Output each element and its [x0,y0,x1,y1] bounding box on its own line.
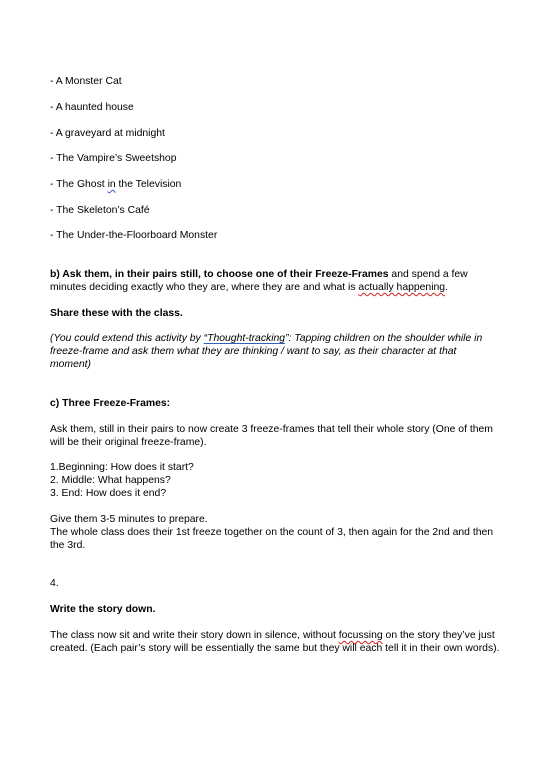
section-4-instruction [50,629,500,655]
list-item-floorboard-monster: - The Under-the-Floorboard Monster [50,230,218,241]
step-end: 3. End: How does it end? [50,488,167,499]
ghost-item-suffix: the Television [115,179,182,190]
prep-time: Give them 3-5 minutes to prepare. [50,514,208,525]
list-item-graveyard: - A graveyard at midnight [50,128,165,139]
section-c-intro: Ask them, still in their pairs to now create 3 freeze-frames that tell their whole story (One of them will be their original freeze-frame). [50,424,493,448]
section-4-text: The class now sit and write their story down in silence, without [50,630,339,641]
section-b-instruction [50,268,500,294]
section-c-heading: c) Three Freeze-Frames: [50,398,171,409]
list-item-ghost-television [50,178,181,191]
section-4-number: 4. [50,578,59,589]
thought-tracking-term: “Thought-tracking [203,333,286,344]
section-b-text: and spend a few minutes deciding exactly who they are, where they are and what is [50,269,468,293]
note-prefix: (You could extend this activity by [50,333,204,344]
list-item-skeleton-cafe: - The Skeleton’s Café [50,205,150,216]
step-middle: 2. Middle: What happens? [50,475,171,486]
thought-tracking-note [50,332,500,371]
list-item-monster-cat: - A Monster Cat [50,76,122,87]
step-beginning: 1.Beginning: How does it start? [50,462,194,473]
section-b-period: . [445,282,448,293]
list-item-haunted-house: - A haunted house [50,102,134,113]
ghost-item-prefix: - The Ghost [50,179,108,190]
freeze-instructions: The whole class does their 1st freeze together on the count of 3, then again for the 2nd and then the 3rd. [50,527,494,551]
spelling-flagged-word: focussing [338,630,383,641]
note-body: ”: Tapping children on the shoulder while in freeze-frame and ask them what they are thinking / want to say, as their character at that moment) [50,333,483,370]
spelling-flagged-phrase: actually happening [358,282,446,293]
share-with-class: Share these with the class. [50,308,183,319]
section-4-heading: Write the story down. [50,604,156,615]
list-item-vampire-sweetshop: - The Vampire’s Sweetshop [50,153,177,164]
section-b-heading: b) Ask them, in their pairs still, to choose one of their Freeze-Frames [50,269,389,280]
section-4-text-end: on the story they’ve just created. (Each pair’s story will be essentially the same but they will each tell it in their own words). [50,630,500,654]
grammar-flagged-word: in [107,179,116,190]
